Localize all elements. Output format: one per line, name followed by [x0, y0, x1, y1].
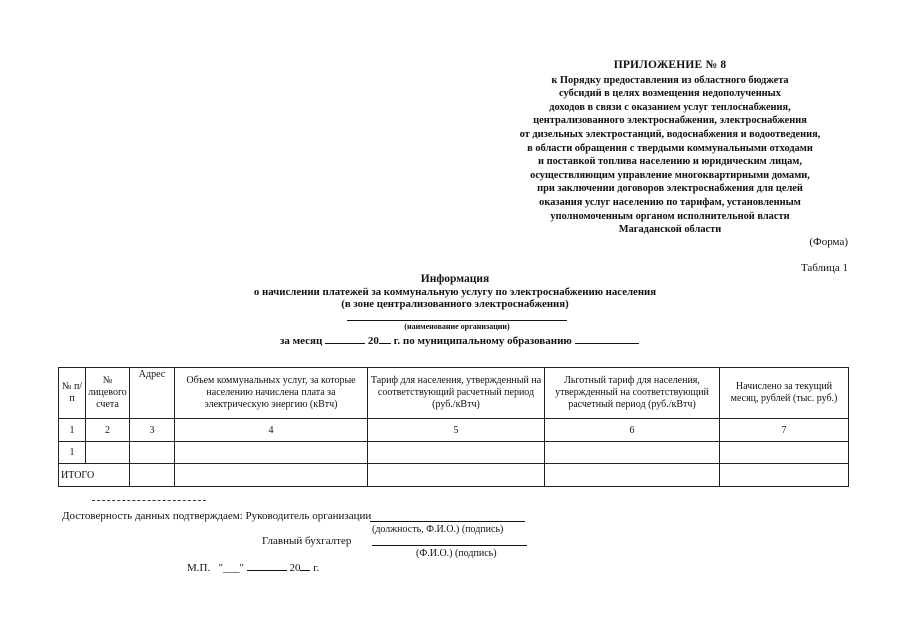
chief-accountant-label: Главный бухгалтер — [262, 535, 352, 547]
table-cell — [368, 442, 545, 464]
year-blank — [379, 333, 391, 344]
table-cell — [545, 464, 720, 487]
column-number: 3 — [130, 419, 175, 442]
info-title: Информация — [420, 273, 490, 285]
col-header-number: № п/п — [59, 368, 86, 419]
year-prefix: 20 — [367, 335, 379, 347]
col-header-volume: Объем коммунальных услуг, за которые населению начислена плата за электрическую энергию (кВтч) — [175, 368, 368, 419]
info-line-2: (в зоне централизованного электроснабжения) — [341, 298, 569, 310]
appendix-line: уполномоченным органом исполнительной власти — [550, 210, 790, 222]
table-cell — [130, 442, 175, 464]
column-number: 6 — [545, 419, 720, 442]
table-cell — [175, 464, 368, 487]
appendix-header — [470, 59, 870, 237]
column-number: 5 — [368, 419, 545, 442]
appendix-line: оказания услуг населению по тарифам, установленным — [539, 196, 801, 208]
month-line — [280, 333, 639, 347]
appendix-title: ПРИЛОЖЕНИЕ № 8 — [613, 59, 727, 71]
info-line-1: о начислении платежей за коммунальную услугу по электроснабжению населения — [253, 285, 657, 298]
table-cell — [175, 442, 368, 464]
table-cell — [368, 464, 545, 487]
stamp-g: г. — [313, 562, 320, 574]
column-number: 1 — [59, 419, 86, 442]
total-row — [59, 464, 849, 487]
total-label: ИТОГО — [59, 464, 130, 487]
table-row — [59, 442, 849, 464]
municipality-blank — [575, 333, 639, 344]
table-cell — [130, 464, 175, 487]
appendix-line: к Порядку предоставления из областного бюджета — [551, 74, 789, 86]
appendix-line: и поставкой топлива населению и юридическим лицам, — [538, 156, 802, 168]
column-number: 4 — [175, 419, 368, 442]
form-label: (Форма) — [809, 236, 848, 248]
appendix-line: при заключении договоров электроснабжения для целей — [537, 183, 803, 195]
column-number: 2 — [86, 419, 130, 442]
stamp-day: "___" — [218, 562, 244, 574]
table-cell — [545, 442, 720, 464]
confirmation-text: Достоверность данных подтверждаем: Руководитель организации — [62, 510, 372, 522]
organization-name-caption: (наименование организации) — [404, 322, 510, 331]
appendix-line: субсидий в целях возмещения недополученных — [559, 88, 781, 100]
accountant-signature-caption: (Ф.И.О.) (подпись) — [416, 548, 497, 559]
municipality-text: г. по муниципальному образованию — [393, 335, 572, 347]
stamp-year-blank — [300, 560, 310, 571]
accountant-signature-line — [372, 545, 527, 546]
table-cell — [720, 442, 849, 464]
month-prefix: за месяц — [280, 335, 323, 347]
accruals-table — [58, 367, 849, 487]
stamp-mp: М.П. — [187, 562, 211, 574]
table-cell — [86, 442, 130, 464]
stamp-year: 20 — [289, 562, 301, 574]
appendix-line: в области обращения с твердыми коммунальными отходами — [527, 142, 813, 154]
month-blank — [325, 333, 365, 344]
director-signature-caption: (должность, Ф.И.О.) (подпись) — [372, 524, 504, 535]
col-header-tariff: Тариф для населения, утвержденный на соответствующий расчетный период (руб./кВтч) — [368, 368, 545, 419]
table-cell — [720, 464, 849, 487]
appendix-line: Магаданской области — [618, 224, 722, 236]
col-header-account: № лицевого счета — [86, 368, 130, 419]
column-number: 7 — [720, 419, 849, 442]
table-label: Таблица 1 — [800, 262, 848, 274]
information-heading — [180, 273, 730, 311]
col-header-preferential-tariff: Льготный тариф для населения, утвержденный на соответствующий расчетный период (руб./кВтч) — [545, 368, 720, 419]
separator-line — [92, 500, 206, 501]
appendix-line: централизованного электроснабжения, электроснабжения — [533, 115, 807, 127]
table-header-row — [59, 368, 849, 419]
organization-name-line — [347, 320, 567, 321]
director-signature-line — [370, 521, 525, 522]
stamp-date-line — [187, 560, 319, 574]
col-header-address: Адрес — [130, 368, 175, 419]
row-number-cell: 1 — [59, 442, 86, 464]
appendix-line: доходов в связи с оказанием услуг теплоснабжения, — [549, 101, 791, 113]
appendix-line: от дизельных электростанций, водоснабжения и водоотведения, — [519, 128, 821, 140]
appendix-line: осуществляющим управление многоквартирными домами, — [530, 169, 810, 181]
col-header-accrued: Начислено за текущий месяц, рублей (тыс. руб.) — [720, 368, 849, 419]
column-number-row — [59, 419, 849, 442]
stamp-month-blank — [247, 560, 287, 571]
